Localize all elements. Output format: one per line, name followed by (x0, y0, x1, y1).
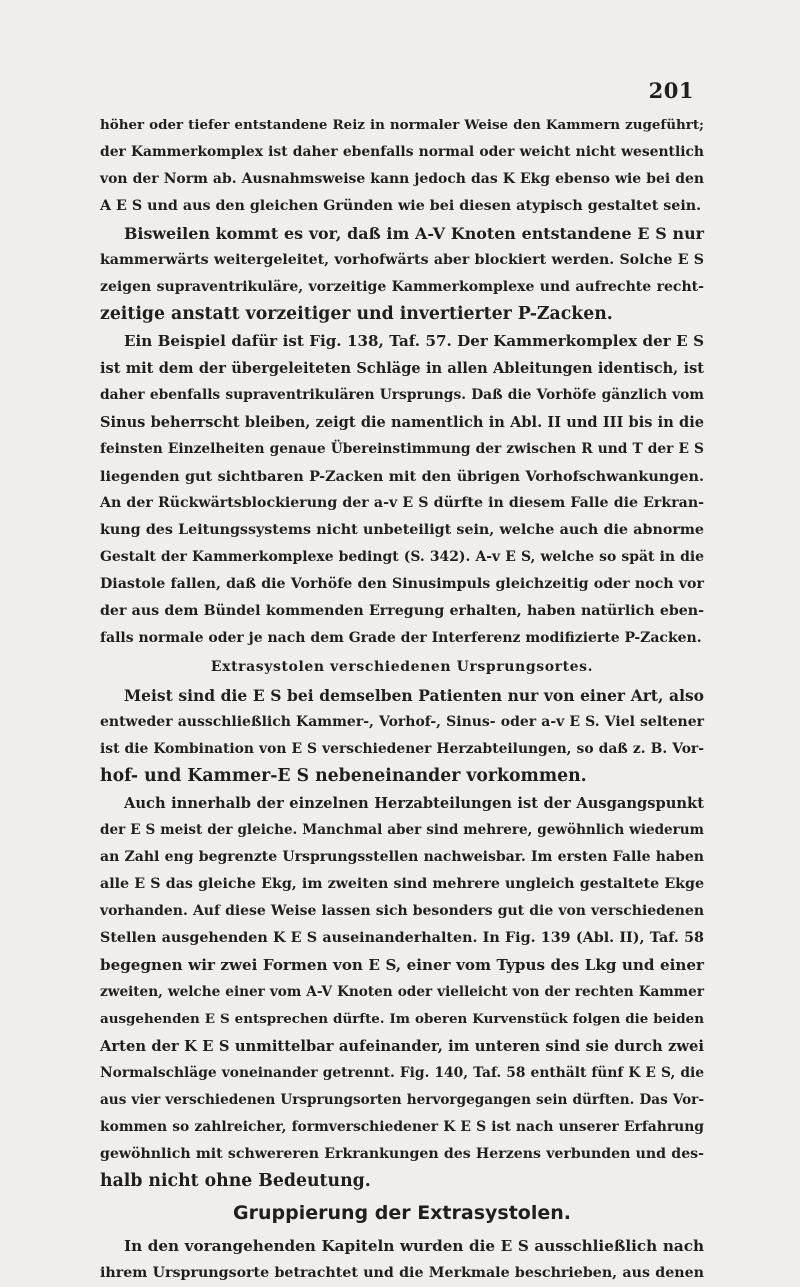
text-line: vorhanden. Auf diese Weise lassen sich besonders gut die von verschiedenen (100, 903, 704, 919)
text-line: kung des Leitungssystems nicht unbeteiligt sein, welche auch die abnorme (100, 522, 704, 538)
text-line: alle E S das gleiche Ekg, im zweiten sind mehrere ungleich gestaltete Ekge (100, 876, 704, 892)
text-line: ihrem Ursprungsorte betrachtet und die Merkmale beschrieben, aus denen (100, 1265, 704, 1281)
text-line: begegnen wir zwei Formen von E S, einer vom Typus des Lkg und einer (100, 956, 704, 974)
text-line: Sinus beherrscht bleiben, zeigt die namentlich in Abl. II und III bis in die (100, 414, 704, 431)
text-line: ausgehenden E S entsprechen dürfte. Im oberen Kurvenstück folgen die beiden (100, 1011, 704, 1027)
text-line: gewöhnlich mit schwereren Erkrankungen des Herzens verbunden und des- (100, 1146, 704, 1162)
paragraph (100, 682, 704, 790)
text-line: zeigen supraventrikuläre, vorzeitige Kammerkomplexe und aufrechte recht- (100, 279, 704, 295)
text-line: zweiten, welche einer vom A-V Knoten oder vielleicht von der rechten Kammer (100, 984, 704, 1000)
text-line: Gestalt der Kammerkomplexe bedingt (S. 342). A-v E S, welche so spät in die (100, 549, 704, 565)
text-line: zeitige anstatt vorzeitiger und invertierter P-Zacken. (100, 304, 613, 324)
paragraph (100, 220, 704, 328)
text-line: Bisweilen kommt es vor, daß im A-V Knoten entstandene E S nur (124, 224, 704, 243)
text-line: Ein Beispiel dafür ist Fig. 138, Taf. 57. Der Kammerkomplex der E S (124, 332, 704, 350)
text-line: der E S meist der gleiche. Manchmal aber sind mehrere, gewöhnlich wiederum (100, 822, 704, 838)
text-line: halb nicht ohne Bedeutung. (100, 1171, 371, 1191)
text-line: kammerwärts weitergeleitet, vorhofwärts aber blockiert werden. Solche E S (100, 252, 704, 268)
text-line: daher ebenfalls supraventrikulären Ursprungs. Daß die Vorhöfe gänzlich vom (100, 387, 704, 403)
text-line: der aus dem Bündel kommenden Erregung erhalten, haben natürlich eben- (100, 603, 704, 619)
text-line: ist die Kombination von E S verschiedener Herzabteilungen, so daß z. B. Vor- (100, 741, 704, 757)
text-line: In den vorangehenden Kapiteln wurden die E S ausschließlich nach (124, 1237, 704, 1255)
text-line: Auch innerhalb der einzelnen Herzabteilungen ist der Ausgangspunkt (124, 795, 704, 812)
text-line: Stellen ausgehenden K E S auseinanderhalten. In Fig. 139 (Abl. II), Taf. 58 (100, 930, 704, 946)
text-line: Meist sind die E S bei demselben Patienten nur von einer Art, also (124, 686, 704, 705)
text-line: Arten der K E S unmittelbar aufeinander, im unteren sind sie durch zwei (100, 1038, 704, 1055)
text-line: ist mit dem der übergeleiteten Schläge in allen Ableitungen identisch, ist (100, 360, 704, 377)
text-line: höher oder tiefer entstandene Reiz in normaler Weise den Kammern zugeführt; (100, 117, 704, 133)
text-line: hof- und Kammer-E S nebeneinander vorkommen. (100, 766, 587, 786)
chapter-heading: Gruppierung der Extrasystolen. (233, 1202, 571, 1224)
text-line: A E S und aus den gleichen Gründen wie bei diesen atypisch gestaltet sein. (100, 198, 702, 214)
text-line: der Kammerkomplex ist daher ebenfalls normal oder weicht nicht wesentlich (100, 144, 704, 160)
paragraph (100, 790, 704, 1195)
paragraph (100, 1233, 704, 1287)
text-line: liegenden gut sichtbaren P-Zacken mit den übrigen Vorhofschwankungen. (100, 468, 704, 485)
text-line: entweder ausschließlich Kammer-, Vorhof-, Sinus- oder a-v E S. Viel seltener (100, 714, 704, 730)
paragraph (100, 112, 704, 220)
text-line: aus vier verschiedenen Ursprungsorten hervorgegangen sein dürften. Das Vor- (100, 1092, 704, 1108)
section-heading: Extrasystolen verschiedenen Ursprungsortes. (210, 659, 594, 675)
text-line: von der Norm ab. Ausnahmsweise kann jedoch das K Ekg ebenso wie bei den (100, 171, 704, 187)
paragraph (100, 328, 704, 652)
text-line: Diastole fallen, daß die Vorhöfe den Sinusimpuls gleichzeitig oder noch vor (100, 576, 704, 592)
body-text (100, 112, 704, 1287)
text-line: feinsten Einzelheiten genaue Übereinstimmung der zwischen R und T der E S (100, 441, 704, 457)
page-number: 201 (648, 78, 694, 103)
text-line: An der Rückwärtsblockierung der a-v E S dürfte in diesem Falle die Erkran- (100, 495, 704, 511)
text-line: falls normale oder je nach dem Grade der Interferenz modifizierte P-Zacken. (100, 630, 702, 646)
text-line: Normalschläge voneinander getrennt. Fig. 140, Taf. 58 enthält fünf K E S, die (100, 1065, 704, 1081)
text-line: an Zahl eng begrenzte Ursprungsstellen nachweisbar. Im ersten Falle haben (100, 849, 704, 865)
text-line: kommen so zahlreicher, formverschiedener K E S ist nach unserer Erfahrung (100, 1119, 704, 1135)
